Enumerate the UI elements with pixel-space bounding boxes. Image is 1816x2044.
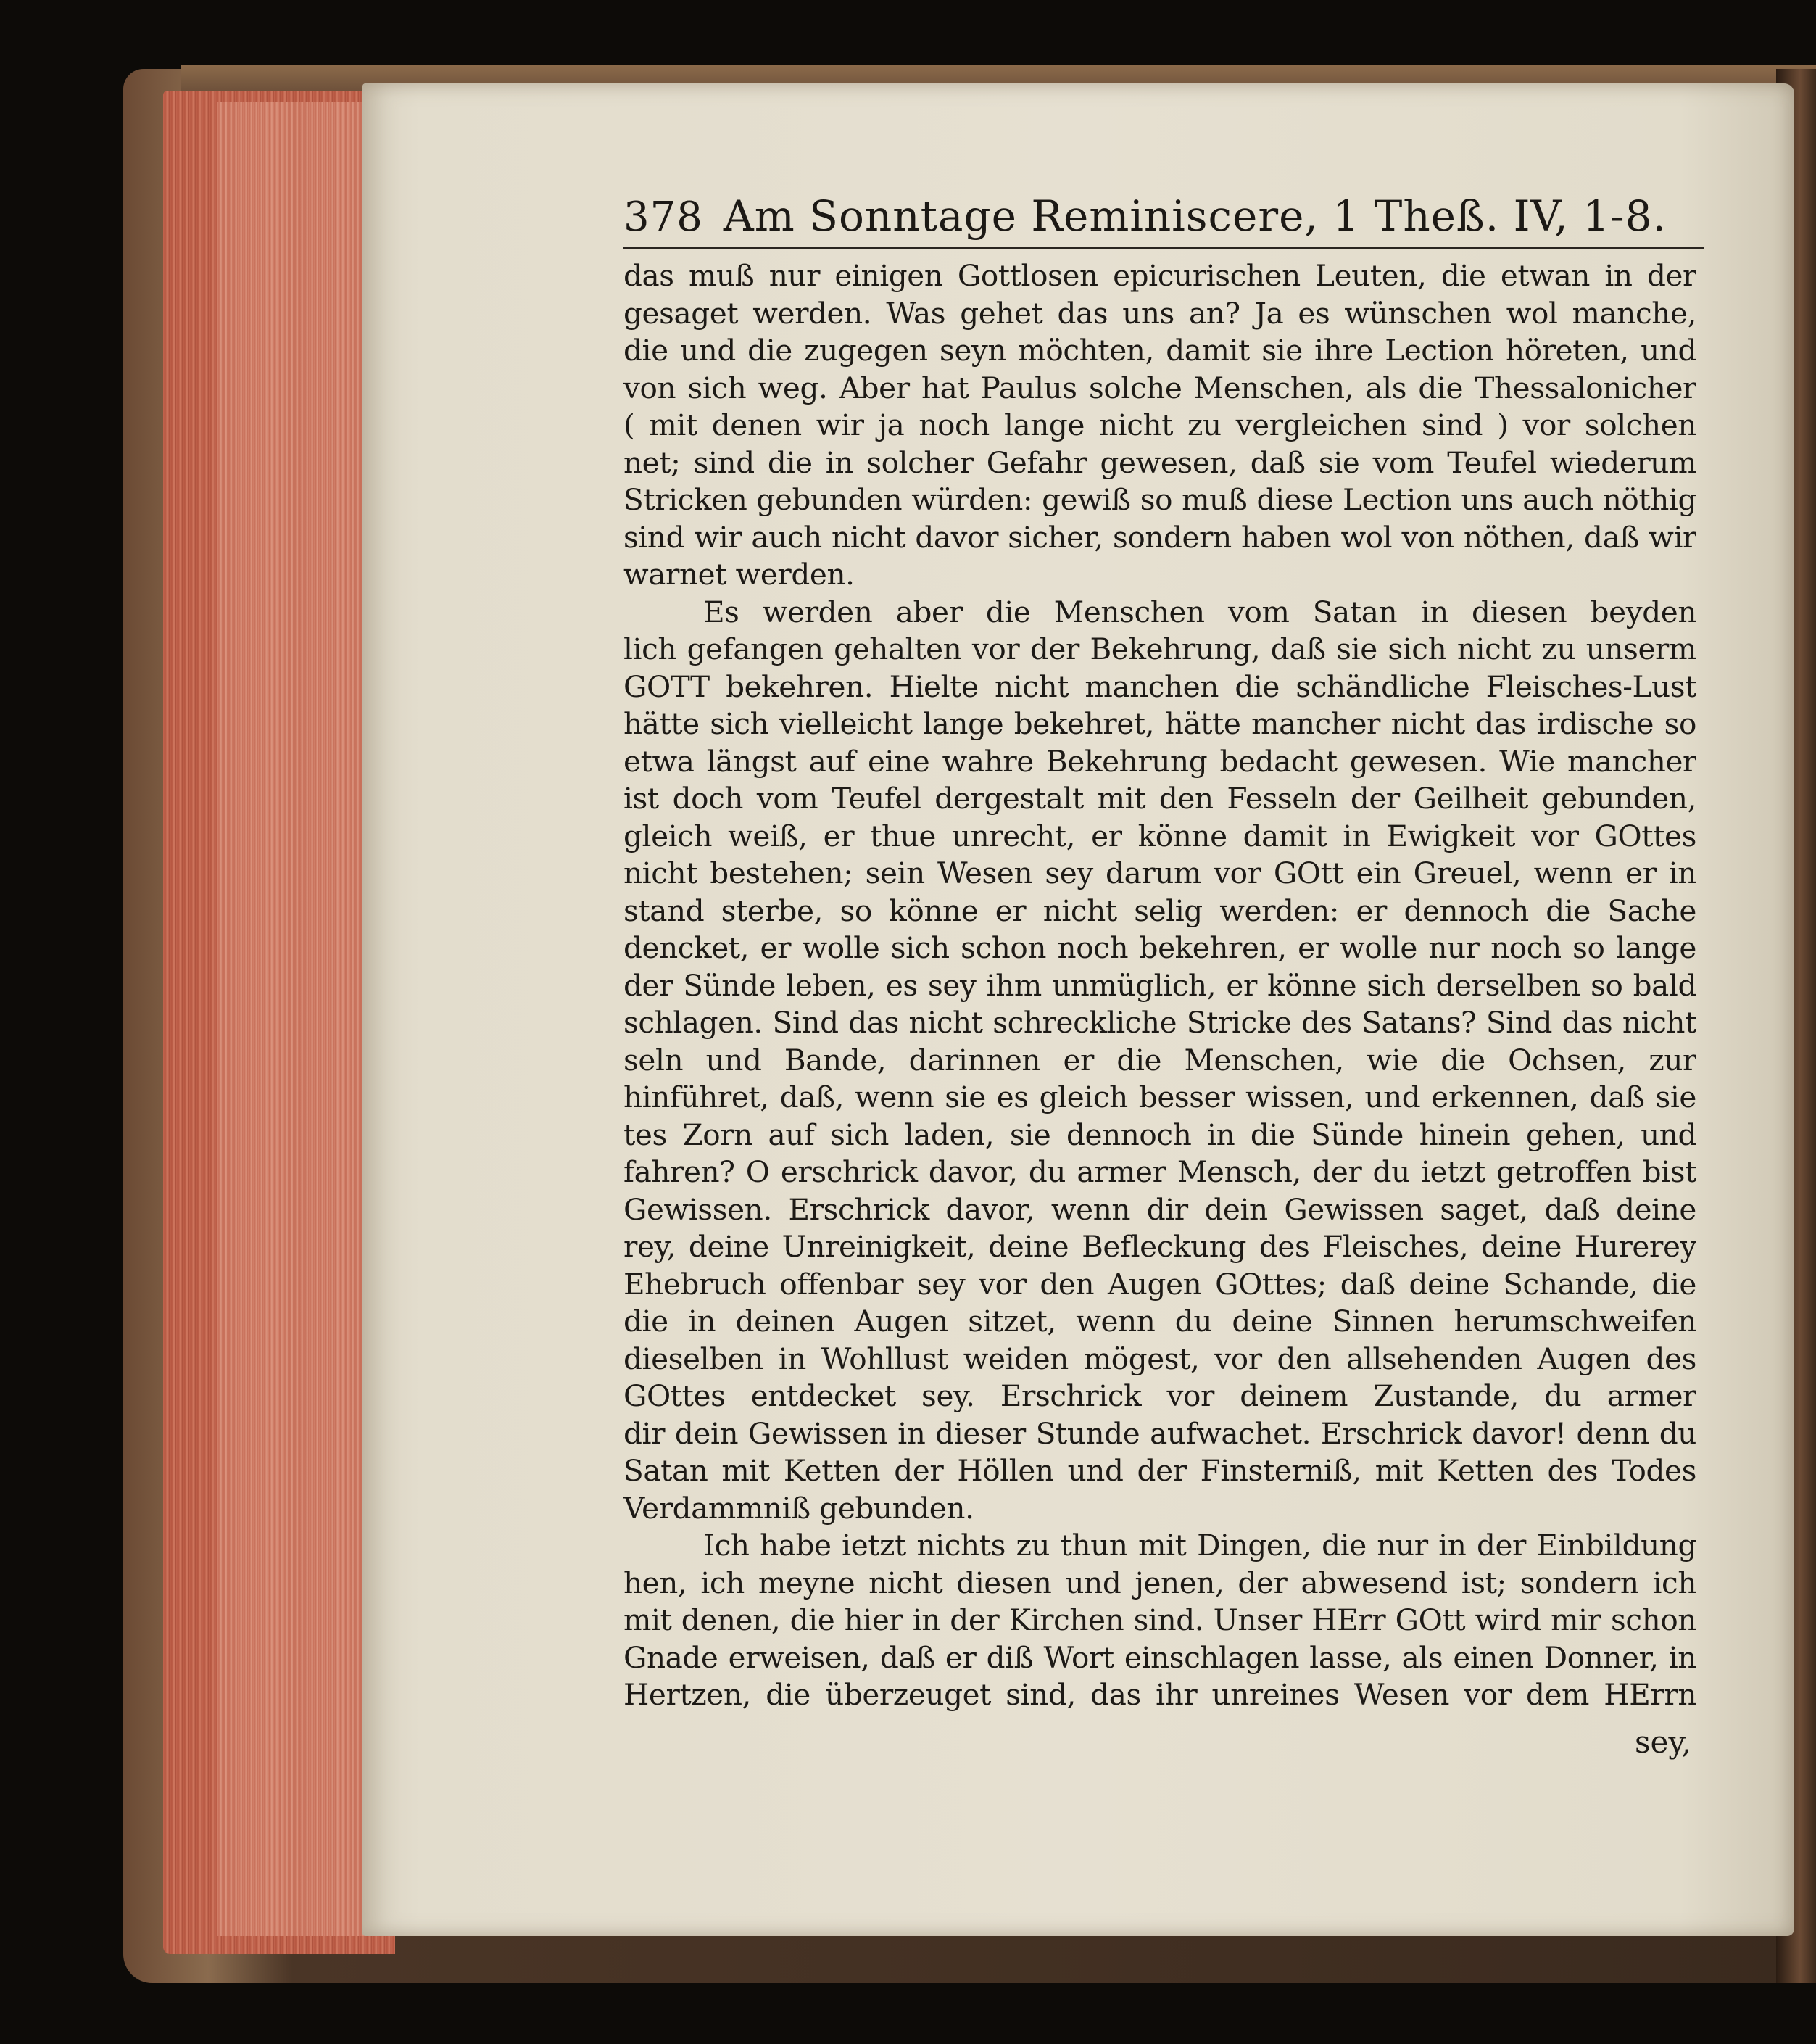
text-line: warnet werden. (623, 557, 855, 592)
text-line: ( mit denen wir ja noch lange nicht zu vergleichen sind ) vor solchen (623, 407, 1696, 442)
page-header (623, 190, 1704, 241)
text-line: dir dein Gewissen in dieser Stunde aufwachet. Erschrick davor! denn du (623, 1415, 1696, 1451)
text-line: lich gefangen gehalten vor der Bekehrung, daß sie sich nicht zu unserm (623, 632, 1696, 666)
header-rule (623, 247, 1704, 249)
text-line: dencket, er wolle sich schon noch bekehren, er wolle nur noch so lange (623, 930, 1696, 965)
text-line: nicht bestehen; sein Wesen sey darum vor GOtt ein Greuel, wenn er in (623, 856, 1696, 890)
text-line: von sich weg. Aber hat Paulus solche Menschen, als die Thessalonicher (623, 370, 1696, 405)
text-line: gesaget werden. Was gehet das uns an? Ja es wünschen wol manche, (623, 295, 1696, 331)
text-line: GOttes entdecket sey. Erschrick vor deinem Zustande, du armer (623, 1378, 1696, 1413)
text-line: seln und Bande, darinnen er die Menschen, wie die Ochsen, zur (623, 1042, 1696, 1077)
text-line: stand sterbe, so könne er nicht selig werden: er dennoch die Sache (623, 893, 1696, 928)
running-head: Am Sonntage Reminiscere, 1 Theß. IV, 1-8. (723, 191, 1667, 241)
text-line: der Sünde leben, es sey ihm unmüglich, er könne sich derselben so bald (623, 967, 1696, 1003)
catchword: sey, (1635, 1724, 1691, 1760)
text-line: Satan mit Ketten der Höllen und der Finsterniß, mit Ketten des Todes (623, 1453, 1696, 1488)
body-text (623, 257, 1696, 1714)
text-line: Gnade erweisen, daß er diß Wort einschlagen lasse, als einen Donner, in (623, 1639, 1696, 1675)
text-line: das muß nur einigen Gottlosen epicurischen Leuten, die etwan in der (623, 258, 1696, 293)
text-line: hätte sich vielleicht lange bekehret, hätte mancher nicht das irdische so (623, 706, 1696, 741)
text-line: Gewissen. Erschrick davor, wenn dir dein Gewissen saget, daß deine (623, 1191, 1696, 1227)
text-line: Ehebruch offenbar sey vor den Augen GOttes; daß deine Schande, die (623, 1266, 1696, 1302)
page-number: 378 (623, 194, 703, 241)
text-line: gleich weiß, er thue unrecht, er könne damit in Ewigkeit vor GOttes (623, 818, 1696, 853)
text-line: Es werden aber die Menschen vom Satan in diesen beyden (703, 594, 1696, 629)
text-line: Verdammniß gebunden. (623, 1490, 974, 1526)
text-line: schlagen. Sind das nicht schreckliche Stricke des Satans? Sind das nicht (623, 1005, 1696, 1040)
text-line: hinführet, daß, wenn sie es gleich besser wissen, und erkennen, daß sie (623, 1080, 1696, 1114)
text-line: dieselben in Wohllust weiden mögest, vor den allsehenden Augen des (623, 1341, 1696, 1376)
text-line: Stricken gebunden würden: gewiß so muß diese Lection uns auch nöthig (623, 482, 1696, 517)
text-line: rey, deine Unreinigkeit, deine Befleckung des Fleisches, deine Hurerey (623, 1229, 1696, 1264)
text-line: etwa längst auf eine wahre Bekehrung bedacht gewesen. Wie mancher (623, 743, 1696, 779)
page-edges-inner (217, 102, 384, 1936)
text-line: hen, ich meyne nicht diesen und jenen, der abwesend ist; sondern ich (623, 1565, 1696, 1600)
text-line: fahren? O erschrick davor, du armer Mensch, der du ietzt getroffen bist (623, 1154, 1696, 1189)
text-line: sind wir auch nicht davor sicher, sondern haben wol von nöthen, daß wir (623, 519, 1696, 555)
text-line: die in deinen Augen sitzet, wenn du deine Sinnen herumschweifen (623, 1304, 1696, 1338)
text-line: GOTT bekehren. Hielte nicht manchen die schändliche Fleisches-Lust (623, 669, 1696, 704)
text-line: Hertzen, die überzeuget sind, das ihr unreines Wesen vor dem HErrn (623, 1677, 1696, 1712)
text-line: ist doch vom Teufel dergestalt mit den Fesseln der Geilheit gebunden, (623, 781, 1696, 816)
text-line: net; sind die in solcher Gefahr gewesen, daß sie vom Teufel wiederum (623, 444, 1696, 480)
text-line: die und die zugegen seyn möchten, damit sie ihre Lection höreten, und (623, 333, 1696, 368)
text-line: Ich habe ietzt nichts zu thun mit Dingen, die nur in der Einbildung (703, 1528, 1696, 1563)
text-line: tes Zorn auf sich laden, sie dennoch in die Sünde hinein gehen, und (623, 1117, 1696, 1152)
text-line: mit denen, die hier in der Kirchen sind. Unser HErr GOtt wird mir schon (623, 1602, 1696, 1637)
